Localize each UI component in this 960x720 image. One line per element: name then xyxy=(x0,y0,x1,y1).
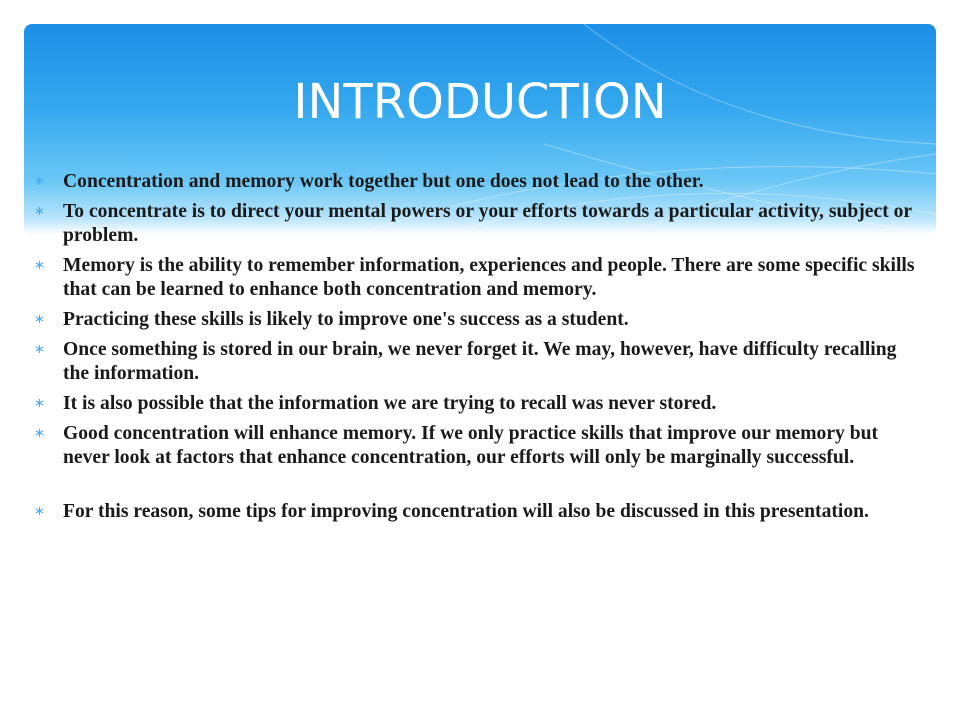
bullet-icon: ∗ xyxy=(34,396,45,411)
bullet-text: Good concentration will enhance memory. If we only practice skills that improve our memory but never look at factors that enhance concentration, our efforts will only be marginally successful. xyxy=(63,423,879,468)
bullet-text: Concentration and memory work together but one does not lead to the other. xyxy=(63,171,704,192)
bullet-icon: ∗ xyxy=(34,258,45,273)
bullet-text: To concentrate is to direct your mental powers or your efforts towards a particular activity, subject or problem. xyxy=(63,201,912,246)
list-item xyxy=(34,422,924,470)
list-item xyxy=(34,170,924,194)
bullet-list xyxy=(34,170,924,530)
bullet-icon: ∗ xyxy=(34,342,45,357)
bullet-text: Once something is stored in our brain, we never forget it. We may, however, have difficulty recalling the information. xyxy=(63,339,897,384)
bullet-text: For this reason, some tips for improving concentration will also be discussed in this presentation. xyxy=(63,501,869,522)
slide-title: INTRODUCTION xyxy=(293,74,667,130)
list-item xyxy=(34,338,924,386)
bullet-icon: ∗ xyxy=(34,174,45,189)
bullet-text: Practicing these skills is likely to improve one's success as a student. xyxy=(63,309,629,330)
bullet-icon: ∗ xyxy=(34,312,45,327)
bullet-icon: ∗ xyxy=(34,204,45,219)
list-item xyxy=(34,392,924,416)
list-item xyxy=(34,308,924,332)
list-item xyxy=(34,200,924,248)
bullet-text: Memory is the ability to remember information, experiences and people. There are some specific skills that can be learned to enhance both concentration and memory. xyxy=(63,255,915,300)
list-item xyxy=(34,254,924,302)
bullet-icon: ∗ xyxy=(34,426,45,441)
bullet-icon: ∗ xyxy=(34,504,45,519)
bullet-text: It is also possible that the information we are trying to recall was never stored. xyxy=(63,393,717,414)
list-item xyxy=(34,500,924,524)
